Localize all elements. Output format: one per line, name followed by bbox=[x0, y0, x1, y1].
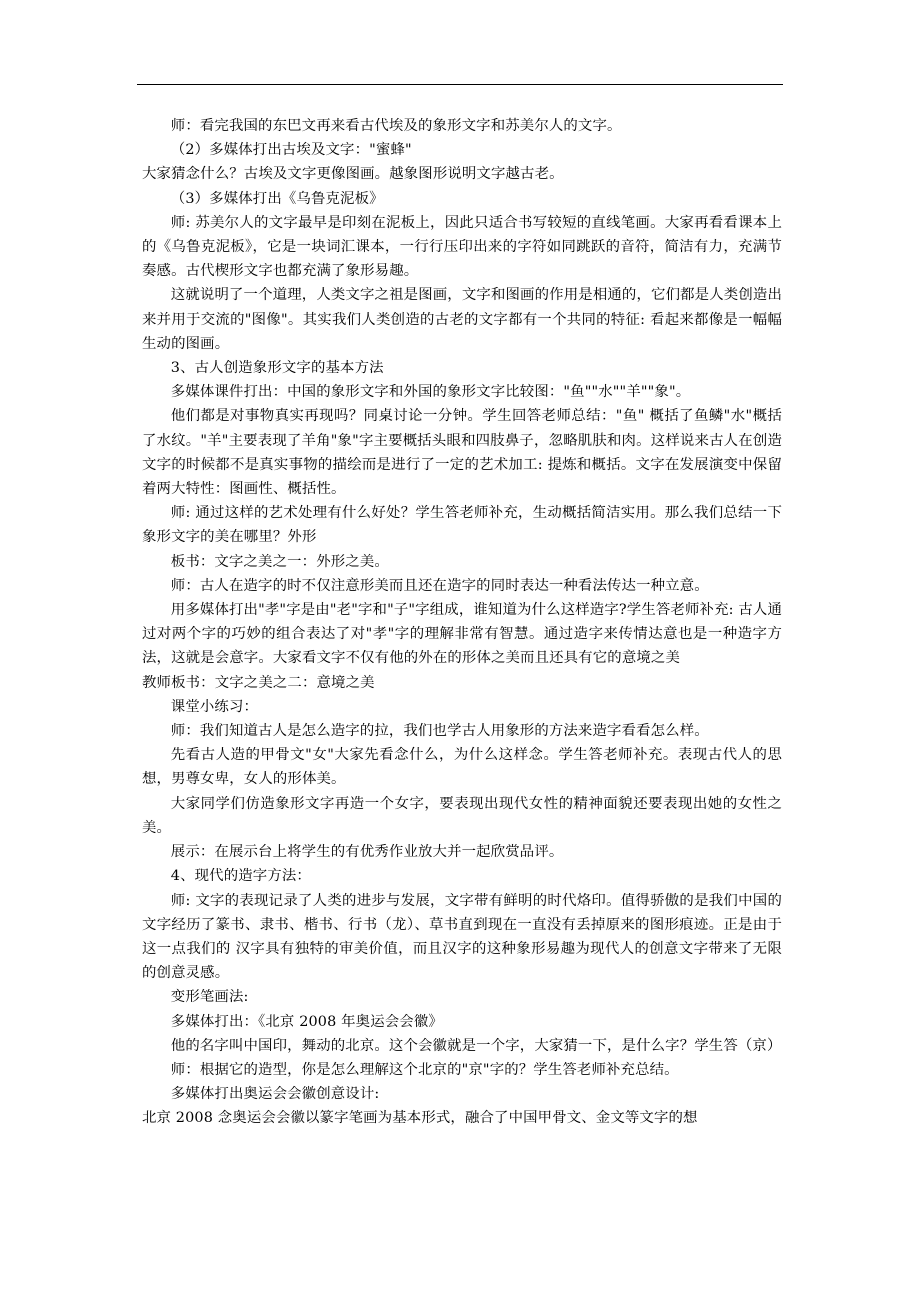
paragraph: 展示：在展示台上将学生的有优秀作业放大并一起欣赏品评。 bbox=[170, 844, 564, 861]
paragraph: 大家同学们仿造象形文字再造一个女字，要表现出现代女性的精神面貌还要表现出她的女性之美。 bbox=[142, 795, 782, 836]
paragraph: 用多媒体打出"孝"字是由"老"字和"子"字组成，谁知道为什么这样造字?学生答老师补充: 古人通过对两个字的巧妙的组合表达了对"孝"字的理解非常有智慧。通过造字来传情达意也是一种造字方法，这就是会意字。大家看文字不仅有他的外在的形体之美而且还具有它的意境之美 bbox=[142, 602, 782, 667]
paragraph: 师: 文字的表现记录了人类的进步与发展，文字带有鲜明的时代烙印。值得骄傲的是我们中国的 文字经历了篆书、隶书、楷书、行书（龙）、草书直到现在一直没有丢掉原来的图形痕迹。正是由于这一点我们的 汉字具有独特的审美价值，而且汉字的这种象形易趣为现代人的创意文字带来了无限的创意灵感。 bbox=[142, 892, 782, 982]
paragraph: 师：古人在造字的时不仅注意形美而且还在造字的同时表达一种看法传达一种立意。 bbox=[170, 577, 709, 594]
paragraph: 4、现代的造字方法： bbox=[170, 868, 311, 885]
paragraph: 师：看完我国的东巴文再来看古代埃及的象形文字和苏美尔人的文字。 bbox=[170, 118, 622, 134]
paragraph: 3、古人创造象形文字的基本方法 bbox=[170, 360, 384, 377]
paragraph: 大家猜念什么？古埃及文字更像图画。越象图形说明文字越古老。 bbox=[142, 166, 564, 183]
paragraph: 多媒体课件打出：中国的象形文字和外国的象形文字比较图："鱼""水""羊""象"。 bbox=[170, 384, 691, 401]
paragraph: 先看古人造的甲骨文"女"大家先看念什么，为什么这样念。学生答老师补充。表现古代人的思想，男尊女卑，女人的形体美。 bbox=[142, 747, 782, 788]
document-body bbox=[142, 114, 782, 1131]
paragraph: 多媒体打出奥运会会徽创意设计: bbox=[170, 1086, 380, 1103]
paragraph: 板书：文字之美之一：外形之美。 bbox=[170, 553, 389, 570]
paragraph: （3）多媒体打出《乌鲁克泥板》 bbox=[170, 190, 384, 207]
paragraph: （2）多媒体打出古埃及文字："蜜蜂" bbox=[170, 142, 412, 159]
paragraph: 他们都是对事物真实再现吗？同桌讨论一分钟。学生回答老师总结："鱼" 概括了鱼鳞"水"概括了水纹。"羊"主要表现了羊角"象"字主要概括头眼和四肢鼻子，忽略肌肤和肉。这样说来古人在创造文字的时候都不是真实事物的描绘而是进行了一定的艺术加工: 提炼和概括。文字在发展演变中保留着两大特性：图画性、概括性。 bbox=[142, 408, 782, 498]
paragraph: 多媒体打出：《北京 2008 年奥运会会徽》 bbox=[170, 1013, 443, 1030]
paragraph: 师: 苏美尔人的文字最早是印刻在泥板上，因此只适合书写较短的直线笔画。大家再看看课本上的《乌鲁克泥板》，它是一块词汇课本，一行行压印出来的字符如同跳跃的音符，简洁有力，充满节奏感。古代楔形文字也都充满了象形易趣。 bbox=[142, 214, 782, 280]
paragraph: 北京 2008 念奥运会会徽以篆字笔画为基本形式，融合了中国甲骨文、金文等文字的想 bbox=[142, 1110, 698, 1127]
paragraph: 课堂小练习： bbox=[170, 698, 259, 715]
paragraph: 教师板书：文字之美之二：意境之美 bbox=[142, 674, 375, 691]
paragraph: 师：根据它的造型，你是怎么理解这个北京的"京"字的？学生答老师补充总结。 bbox=[170, 1061, 679, 1078]
paragraph: 这就说明了一个道理，人类文字之祖是图画，文字和图画的作用是相通的，它们都是人类创造出来并用于交流的"图像"。其实我们人类创造的古老的文字都有一个共同的特征: 看起来都像是一幅幅生动的图画。 bbox=[142, 287, 782, 352]
paragraph: 变形笔画法: bbox=[170, 989, 249, 1006]
paragraph: 师: 通过这样的艺术处理有什么好处？学生答老师补充，生动概括简洁实用。那么我们总结一下象形文字的美在哪里？外形 bbox=[142, 505, 782, 546]
paragraph: 他的名字叫中国印，舞动的北京。这个会徽就是一个字，大家猜一下，是什么字？学生答（京） bbox=[170, 1037, 782, 1054]
header-rule bbox=[137, 84, 783, 85]
paragraph: 师：我们知道古人是怎么造字的拉，我们也学古人用象形的方法来造字看看怎么样。 bbox=[170, 723, 709, 740]
